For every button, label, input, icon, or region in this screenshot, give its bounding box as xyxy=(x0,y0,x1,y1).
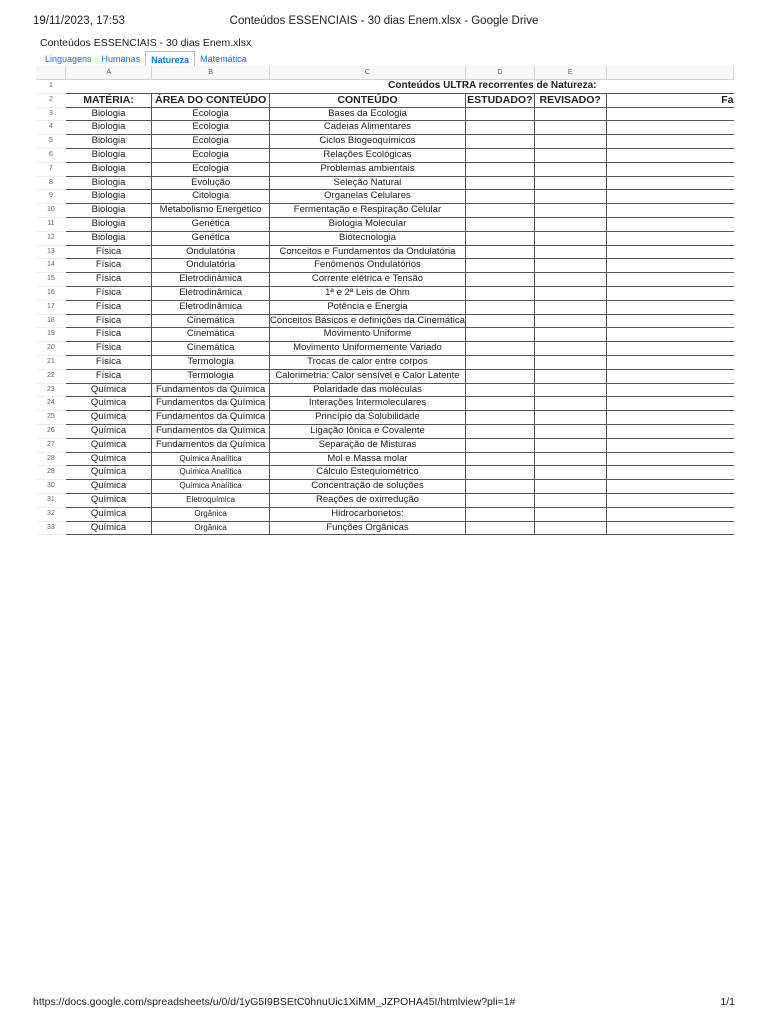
column-header-d[interactable]: D xyxy=(465,66,534,80)
cell-materia[interactable]: Química xyxy=(66,452,152,466)
row-number: 4 xyxy=(36,121,66,135)
row-number: 24 xyxy=(36,397,66,411)
cell-estudado[interactable] xyxy=(465,176,534,190)
cell-revisado[interactable] xyxy=(534,190,606,204)
row-number: 11 xyxy=(36,217,66,231)
document-title: Conteúdos ESSENCIAIS - 30 dias Enem.xlsx xyxy=(40,37,252,49)
cell-revisado[interactable] xyxy=(534,231,606,245)
table-row xyxy=(36,411,734,425)
cell-materia[interactable]: Física xyxy=(66,300,152,314)
cell-estudado[interactable] xyxy=(465,204,534,218)
print-page-title: Conteúdos ESSENCIAIS - 30 dias Enem.xlsx - Google Drive xyxy=(229,15,539,27)
cell-conteudo[interactable]: Organelas Celulares xyxy=(270,190,466,204)
table-row xyxy=(36,176,734,190)
cell-area[interactable]: Ecologia xyxy=(152,121,270,135)
cell-conteudo[interactable]: Biologia Molecular xyxy=(270,217,466,231)
row-number: 9 xyxy=(36,190,66,204)
cell-extra[interactable] xyxy=(606,383,734,397)
table-row xyxy=(36,245,734,259)
cell-extra[interactable] xyxy=(606,493,734,507)
row-number: 15 xyxy=(36,273,66,287)
row-number: 27 xyxy=(36,438,66,452)
table-row xyxy=(36,273,734,287)
header-materia[interactable]: MATÉRIA: xyxy=(66,93,152,107)
row-number: 12 xyxy=(36,231,66,245)
cell-estudado[interactable] xyxy=(465,148,534,162)
row-number: 29 xyxy=(36,466,66,480)
cell-materia[interactable]: Biologia xyxy=(66,204,152,218)
cell-extra[interactable] xyxy=(606,424,734,438)
cell-estudado[interactable] xyxy=(465,480,534,494)
sheet-tabs xyxy=(40,51,252,66)
cell-conteudo[interactable]: Potência e Energia xyxy=(270,300,466,314)
column-header-e[interactable]: E xyxy=(534,66,606,80)
row-number: 21 xyxy=(36,355,66,369)
cell-revisado[interactable] xyxy=(534,300,606,314)
cell-materia[interactable]: Química xyxy=(66,480,152,494)
table-row xyxy=(36,162,734,176)
cell-area[interactable]: Fundamentos da Química xyxy=(152,383,270,397)
cell-revisado[interactable] xyxy=(534,383,606,397)
cell-conteudo[interactable]: Cálculo Estequiométrico xyxy=(270,466,466,480)
cell-extra[interactable] xyxy=(606,148,734,162)
cell-conteudo[interactable]: Movimento Uniformemente Variado xyxy=(270,342,466,356)
cell-conteudo[interactable]: Fenômenos Ondulatórios xyxy=(270,259,466,273)
cell-materia[interactable]: Física xyxy=(66,259,152,273)
banner-row xyxy=(36,80,734,94)
cell-conteudo[interactable]: Conceitos Básicos e definições da Cinemática xyxy=(270,314,466,328)
cell-revisado[interactable] xyxy=(534,217,606,231)
cell-extra[interactable] xyxy=(606,314,734,328)
cell-revisado[interactable] xyxy=(534,162,606,176)
cell-materia[interactable]: Física xyxy=(66,314,152,328)
cell-materia[interactable]: Biologia xyxy=(66,190,152,204)
cell-revisado[interactable] xyxy=(534,273,606,287)
tab-humanas[interactable]: Humanas xyxy=(101,54,141,64)
row-number: 23 xyxy=(36,383,66,397)
cell-extra[interactable] xyxy=(606,521,734,535)
header-extra[interactable]: Fa xyxy=(606,93,734,107)
cell-revisado[interactable] xyxy=(534,397,606,411)
cell-revisado[interactable] xyxy=(534,286,606,300)
cell-revisado[interactable] xyxy=(534,342,606,356)
table-row xyxy=(36,507,734,521)
cell-estudado[interactable] xyxy=(465,259,534,273)
cell-materia[interactable]: Química xyxy=(66,383,152,397)
cell-revisado[interactable] xyxy=(534,452,606,466)
header-area[interactable]: ÁREA DO CONTEÚDO xyxy=(152,93,270,107)
cell-area[interactable]: Metabolismo Energético xyxy=(152,204,270,218)
cell-extra[interactable] xyxy=(606,369,734,383)
cell-materia[interactable]: Biologia xyxy=(66,107,152,121)
cell-revisado[interactable] xyxy=(534,314,606,328)
cell-materia[interactable]: Física xyxy=(66,245,152,259)
cell-conteudo[interactable]: Ligação Iônica e Covalente xyxy=(270,424,466,438)
table-row xyxy=(36,135,734,149)
cell-area[interactable]: Química Analítica xyxy=(152,452,270,466)
cell-revisado[interactable] xyxy=(534,466,606,480)
cell-materia[interactable]: Biologia xyxy=(66,148,152,162)
cell-extra[interactable] xyxy=(606,286,734,300)
spreadsheet-table xyxy=(36,66,734,535)
cell-materia[interactable]: Física xyxy=(66,273,152,287)
cell-estudado[interactable] xyxy=(465,245,534,259)
cell-area[interactable]: Química Analítica xyxy=(152,480,270,494)
corner-cell xyxy=(36,66,66,80)
cell-extra[interactable] xyxy=(606,273,734,287)
cell-extra[interactable] xyxy=(606,342,734,356)
cell-estudado[interactable] xyxy=(465,452,534,466)
cell-area[interactable]: Cinemática xyxy=(152,314,270,328)
table-row xyxy=(36,314,734,328)
print-header xyxy=(33,15,735,31)
cell-conteudo[interactable]: Trocas de calor entre corpos xyxy=(270,355,466,369)
cell-extra[interactable] xyxy=(606,438,734,452)
table-row xyxy=(36,369,734,383)
cell-conteudo[interactable]: Problemas ambientais xyxy=(270,162,466,176)
cell-revisado[interactable] xyxy=(534,135,606,149)
cell-materia[interactable]: Biologia xyxy=(66,231,152,245)
cell-revisado[interactable] xyxy=(534,259,606,273)
cell-conteudo[interactable]: Fermentação e Respiração Celular xyxy=(270,204,466,218)
cell-estudado[interactable] xyxy=(465,466,534,480)
cell-estudado[interactable] xyxy=(465,190,534,204)
cell-conteudo[interactable]: Conceitos e Fundamentos da Ondulatória xyxy=(270,245,466,259)
cell-revisado[interactable] xyxy=(534,121,606,135)
cell-estudado[interactable] xyxy=(465,121,534,135)
row-number: 33 xyxy=(36,521,66,535)
cell-materia[interactable]: Química xyxy=(66,466,152,480)
cell-conteudo[interactable]: Princípio da Solubilidade xyxy=(270,411,466,425)
cell-conteudo[interactable]: Cadeias Alimentares xyxy=(270,121,466,135)
column-header-f[interactable] xyxy=(606,66,734,80)
cell-extra[interactable] xyxy=(606,259,734,273)
cell-area[interactable]: Termologia xyxy=(152,355,270,369)
cell-estudado[interactable] xyxy=(465,438,534,452)
cell-revisado[interactable] xyxy=(534,493,606,507)
cell-conteudo[interactable]: Mol e Massa molar xyxy=(270,452,466,466)
cell-extra[interactable] xyxy=(606,507,734,521)
cell-extra[interactable] xyxy=(606,411,734,425)
cell-revisado[interactable] xyxy=(534,148,606,162)
table-row xyxy=(36,204,734,218)
cell-materia[interactable]: Biologia xyxy=(66,121,152,135)
cell-area[interactable]: Ecologia xyxy=(152,107,270,121)
cell-conteudo[interactable]: Hidrocarbonetos: xyxy=(270,507,466,521)
table-row xyxy=(36,480,734,494)
cell-revisado[interactable] xyxy=(534,507,606,521)
cell-materia[interactable]: Biologia xyxy=(66,162,152,176)
cell-estudado[interactable] xyxy=(465,424,534,438)
cell-materia[interactable]: Física xyxy=(66,342,152,356)
cell-area[interactable]: Eletrodinâmica xyxy=(152,286,270,300)
cell-area[interactable]: Ondulatória xyxy=(152,259,270,273)
cell-area[interactable]: Genética xyxy=(152,231,270,245)
cell-materia[interactable]: Química xyxy=(66,411,152,425)
cell-materia[interactable]: Física xyxy=(66,286,152,300)
table-row xyxy=(36,217,734,231)
cell-area[interactable]: Cinemática xyxy=(152,342,270,356)
cell-area[interactable]: Orgânica xyxy=(152,507,270,521)
banner-title[interactable]: Conteúdos ULTRA recorrentes de Natureza: xyxy=(66,80,734,94)
cell-area[interactable]: Fundamentos da Química xyxy=(152,424,270,438)
table-row xyxy=(36,107,734,121)
cell-estudado[interactable] xyxy=(465,328,534,342)
cell-estudado[interactable] xyxy=(465,355,534,369)
row-number: 28 xyxy=(36,452,66,466)
row-number: 22 xyxy=(36,369,66,383)
cell-estudado[interactable] xyxy=(465,314,534,328)
row-number: 31 xyxy=(36,493,66,507)
cell-estudado[interactable] xyxy=(465,135,534,149)
table-row xyxy=(36,300,734,314)
cell-revisado[interactable] xyxy=(534,107,606,121)
cell-revisado[interactable] xyxy=(534,355,606,369)
cell-extra[interactable] xyxy=(606,217,734,231)
table-row xyxy=(36,259,734,273)
row-number: 2 xyxy=(36,93,66,107)
row-number: 10 xyxy=(36,204,66,218)
cell-conteudo[interactable]: Interações Intermoleculares xyxy=(270,397,466,411)
page-url: https://docs.google.com/spreadsheets/u/0/d/1yG5I9BSEtC0hnuUic1XiMM_JZPOHA45I/htmlview?pli=1# xyxy=(33,996,516,1008)
cell-revisado[interactable] xyxy=(534,328,606,342)
cell-estudado[interactable] xyxy=(465,162,534,176)
cell-extra[interactable] xyxy=(606,231,734,245)
row-number: 19 xyxy=(36,328,66,342)
cell-area[interactable]: Evolução xyxy=(152,176,270,190)
cell-materia[interactable]: Biologia xyxy=(66,217,152,231)
row-number: 5 xyxy=(36,135,66,149)
cell-area[interactable]: Química Analítica xyxy=(152,466,270,480)
table-row xyxy=(36,521,734,535)
cell-materia[interactable]: Química xyxy=(66,438,152,452)
cell-extra[interactable] xyxy=(606,397,734,411)
cell-revisado[interactable] xyxy=(534,424,606,438)
cell-conteudo[interactable]: Funções Orgânicas xyxy=(270,521,466,535)
table-row xyxy=(36,342,734,356)
cell-area[interactable]: Ecologia xyxy=(152,162,270,176)
cell-extra[interactable] xyxy=(606,466,734,480)
cell-estudado[interactable] xyxy=(465,342,534,356)
table-row xyxy=(36,383,734,397)
cell-estudado[interactable] xyxy=(465,107,534,121)
cell-extra[interactable] xyxy=(606,121,734,135)
column-header-row xyxy=(36,66,734,80)
spreadsheet-grid xyxy=(36,66,734,533)
cell-conteudo[interactable]: Bases da Ecologia xyxy=(270,107,466,121)
cell-area[interactable]: Eletrodinâmica xyxy=(152,273,270,287)
column-header-a[interactable]: A xyxy=(66,66,152,80)
cell-extra[interactable] xyxy=(606,107,734,121)
cell-extra[interactable] xyxy=(606,204,734,218)
tab-linguagens[interactable]: Linguagens xyxy=(45,54,92,64)
cell-estudado[interactable] xyxy=(465,507,534,521)
print-datetime: 19/11/2023, 17:53 xyxy=(33,15,125,27)
page-number: 1/1 xyxy=(720,996,735,1008)
print-footer xyxy=(33,996,735,1010)
cell-extra[interactable] xyxy=(606,328,734,342)
row-number: 25 xyxy=(36,411,66,425)
row-number: 8 xyxy=(36,176,66,190)
column-header-c[interactable]: C xyxy=(270,66,466,80)
cell-extra[interactable] xyxy=(606,245,734,259)
cell-area[interactable]: Orgânica xyxy=(152,521,270,535)
row-number: 30 xyxy=(36,480,66,494)
row-number: 13 xyxy=(36,245,66,259)
row-number: 7 xyxy=(36,162,66,176)
cell-conteudo[interactable]: Biotecnologia xyxy=(270,231,466,245)
table-row xyxy=(36,231,734,245)
cell-revisado[interactable] xyxy=(534,480,606,494)
cell-conteudo[interactable]: Reações de oxirredução xyxy=(270,493,466,507)
cell-area[interactable]: Ondulatória xyxy=(152,245,270,259)
cell-area[interactable]: Ecologia xyxy=(152,135,270,149)
cell-extra[interactable] xyxy=(606,480,734,494)
table-row xyxy=(36,438,734,452)
table-row xyxy=(36,355,734,369)
cell-conteudo[interactable]: 1ª e 2ª Leis de Ohm xyxy=(270,286,466,300)
row-number: 3 xyxy=(36,107,66,121)
row-number: 6 xyxy=(36,148,66,162)
cell-estudado[interactable] xyxy=(465,286,534,300)
cell-extra[interactable] xyxy=(606,355,734,369)
cell-materia[interactable]: Química xyxy=(66,521,152,535)
cell-conteudo[interactable]: Concentração de soluções xyxy=(270,480,466,494)
header-row xyxy=(36,93,734,107)
cell-area[interactable]: Fundamentos da Química xyxy=(152,397,270,411)
cell-area[interactable]: Genética xyxy=(152,217,270,231)
cell-estudado[interactable] xyxy=(465,217,534,231)
cell-revisado[interactable] xyxy=(534,438,606,452)
row-number: 20 xyxy=(36,342,66,356)
cell-extra[interactable] xyxy=(606,300,734,314)
cell-area[interactable]: Eletroquímica xyxy=(152,493,270,507)
cell-conteudo[interactable]: Ciclos Biogeoquímicos xyxy=(270,135,466,149)
cell-area[interactable]: Fundamentos da Química xyxy=(152,411,270,425)
column-header-b[interactable]: B xyxy=(152,66,270,80)
cell-materia[interactable]: Física xyxy=(66,328,152,342)
cell-revisado[interactable] xyxy=(534,411,606,425)
cell-extra[interactable] xyxy=(606,190,734,204)
cell-estudado[interactable] xyxy=(465,231,534,245)
table-row xyxy=(36,148,734,162)
row-number: 14 xyxy=(36,259,66,273)
cell-materia[interactable]: Química xyxy=(66,507,152,521)
tab-natureza[interactable]: Natureza xyxy=(145,51,195,67)
cell-conteudo[interactable]: Relações Ecológicas xyxy=(270,148,466,162)
cell-conteudo[interactable]: Separação de Misturas xyxy=(270,438,466,452)
row-number: 16 xyxy=(36,286,66,300)
row-number: 1 xyxy=(36,80,66,94)
header-conteudo[interactable]: CONTEÚDO xyxy=(270,93,466,107)
cell-area[interactable]: Citologia xyxy=(152,190,270,204)
cell-materia[interactable]: Biologia xyxy=(66,135,152,149)
table-row xyxy=(36,190,734,204)
cell-area[interactable]: Ecologia xyxy=(152,148,270,162)
row-number: 26 xyxy=(36,424,66,438)
cell-extra[interactable] xyxy=(606,452,734,466)
cell-extra[interactable] xyxy=(606,176,734,190)
cell-revisado[interactable] xyxy=(534,369,606,383)
cell-materia[interactable]: Química xyxy=(66,397,152,411)
cell-revisado[interactable] xyxy=(534,204,606,218)
table-row xyxy=(36,397,734,411)
cell-estudado[interactable] xyxy=(465,521,534,535)
table-row xyxy=(36,328,734,342)
cell-materia[interactable]: Física xyxy=(66,369,152,383)
row-number: 18 xyxy=(36,314,66,328)
table-row xyxy=(36,466,734,480)
header-estudado[interactable]: ESTUDADO? xyxy=(467,93,533,106)
row-number: 17 xyxy=(36,300,66,314)
cell-area[interactable]: Cinemática xyxy=(152,328,270,342)
header-revisado[interactable]: REVISADO? xyxy=(534,93,606,107)
cell-revisado[interactable] xyxy=(534,245,606,259)
cell-materia[interactable]: Química xyxy=(66,493,152,507)
cell-estudado[interactable] xyxy=(465,493,534,507)
table-row xyxy=(36,493,734,507)
cell-estudado[interactable] xyxy=(465,383,534,397)
cell-estudado[interactable] xyxy=(465,300,534,314)
cell-revisado[interactable] xyxy=(534,176,606,190)
cell-area[interactable]: Fundamentos da Química xyxy=(152,438,270,452)
cell-estudado[interactable] xyxy=(465,397,534,411)
table-row xyxy=(36,286,734,300)
cell-extra[interactable] xyxy=(606,162,734,176)
cell-extra[interactable] xyxy=(606,135,734,149)
cell-conteudo[interactable]: Corrente elétrica e Tensão xyxy=(270,273,466,287)
table-row xyxy=(36,121,734,135)
cell-conteudo[interactable]: Polaridade das moléculas xyxy=(270,383,466,397)
cell-estudado[interactable] xyxy=(465,273,534,287)
cell-estudado[interactable] xyxy=(465,369,534,383)
cell-conteudo[interactable]: Movimento Uniforme xyxy=(270,328,466,342)
cell-conteudo[interactable]: Calorimetria: Calor sensível e Calor Latente xyxy=(270,369,466,383)
cell-materia[interactable]: Física xyxy=(66,355,152,369)
cell-area[interactable]: Termologia xyxy=(152,369,270,383)
row-number: 32 xyxy=(36,507,66,521)
table-row xyxy=(36,452,734,466)
tab-matematica[interactable]: Matemática xyxy=(200,54,247,64)
table-row xyxy=(36,424,734,438)
cell-revisado[interactable] xyxy=(534,521,606,535)
cell-materia[interactable]: Biologia xyxy=(66,176,152,190)
cell-estudado[interactable] xyxy=(465,411,534,425)
cell-area[interactable]: Eletrodinâmica xyxy=(152,300,270,314)
cell-materia[interactable]: Química xyxy=(66,424,152,438)
cell-conteudo[interactable]: Seleção Natural xyxy=(270,176,466,190)
